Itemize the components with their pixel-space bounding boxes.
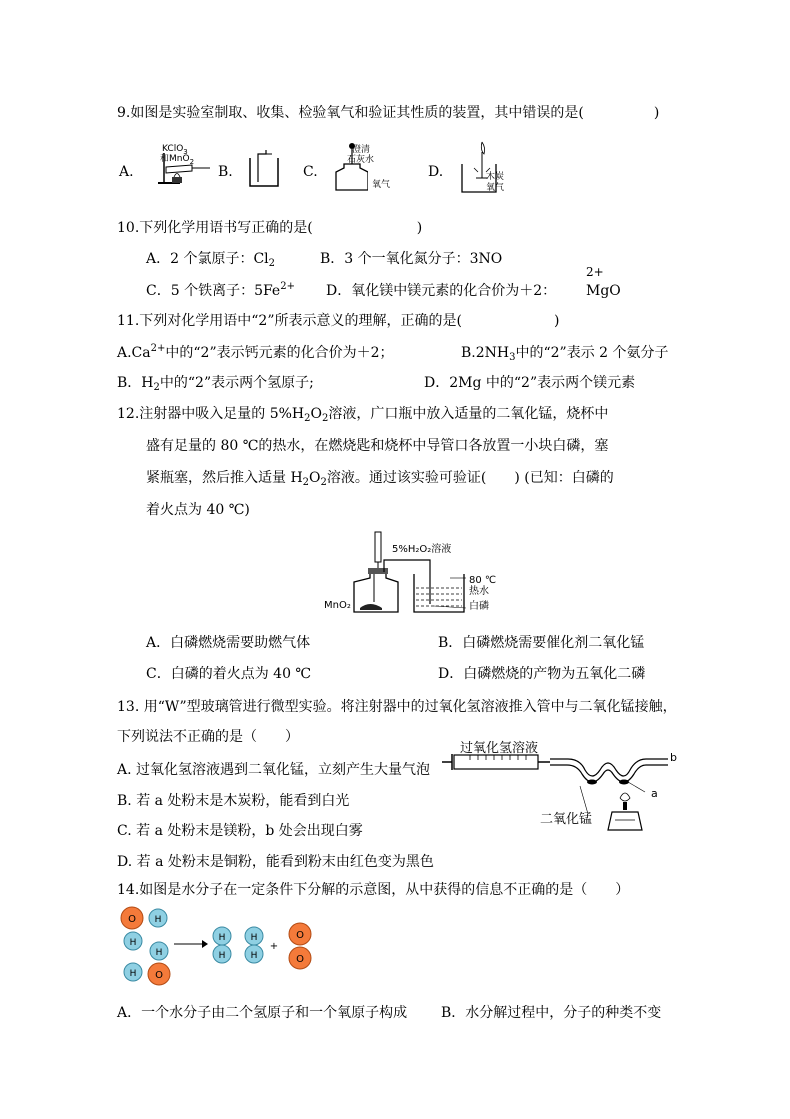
q10-stem: 10.下列化学用语书写正确的是( ) — [117, 220, 423, 236]
q12-fig-label-h2o2: 5%H₂O₂溶液 — [392, 544, 452, 555]
flame-icon — [620, 793, 630, 801]
q10-option-d-formula: MgO — [586, 283, 621, 299]
svg-text:H: H — [154, 915, 162, 925]
q10-option-a: A．2 个氯原子：$Cl_2$ — [146, 251, 276, 269]
q12-line4: 着火点为 40 ℃) — [146, 502, 250, 518]
q13-option-d: D. 若 a 处粉末是铜粉，能看到粉末由红色变为黑色 — [117, 854, 434, 870]
q12-option-c: C．白磷的着火点为 40 ℃ — [146, 666, 312, 682]
q9-option-b-label: B. — [218, 164, 233, 180]
q11-option-a: $A.Ca^{2+}$中的“2”表示钙元素的化合价为＋2； — [117, 343, 394, 361]
q9-fig-a-label2: 和MnO$_2$ — [160, 154, 195, 166]
stopper — [368, 568, 388, 574]
svg-text:O: O — [296, 930, 304, 941]
q9-fig-c-label3: 氧气 — [372, 180, 391, 190]
q9-fig-b — [244, 148, 284, 190]
svg-text:O: O — [155, 970, 163, 981]
q12-fig-label-hotwater: 热水 — [469, 586, 489, 597]
q10-option-d: D．氧化镁中镁元素的化合价为＋2： — [326, 283, 557, 299]
mno2-powder — [587, 780, 597, 785]
svg-text:H: H — [218, 933, 226, 943]
svg-text:H: H — [129, 969, 137, 979]
q10-option-d-charge: 2+ — [586, 265, 604, 279]
q14-fig — [116, 906, 336, 988]
q9-fig-c-label2: 石灰水 — [347, 155, 375, 165]
q14-option-a: A．一个水分子由二个氢原子和一个氧原子构成 — [117, 1005, 408, 1021]
q13-option-b: B. 若 a 处粉末是木炭粉，能看到白光 — [117, 793, 350, 809]
svg-text:H: H — [250, 951, 258, 961]
q9-option-a-label: A. — [119, 164, 134, 180]
powder-a — [619, 780, 629, 785]
q12-fig-label-mno2: MnO₂ — [324, 600, 351, 611]
q9-fig-a-label1: KClO$_3$ — [162, 144, 188, 156]
delivery-tube — [258, 150, 266, 182]
svg-text:O: O — [296, 954, 304, 965]
q12-fig-label-phosphorus: 白磷 — [469, 601, 489, 612]
q13-fig-label-h2o2: 过氧化氢溶液 — [460, 741, 539, 756]
hot-water — [416, 588, 462, 606]
gas-bottle — [250, 158, 278, 186]
q12-option-d: D．白磷燃烧的产物为五氧化二磷 — [438, 666, 646, 682]
q12-line2: 盛有足量的 80 ℃的热水，在燃烧匙和烧杯中导管口各放置一小块白磷，塞 — [146, 438, 609, 454]
q12-option-a: A．白磷燃烧需要助燃气体 — [146, 635, 311, 651]
svg-text:H: H — [155, 948, 163, 958]
q12-option-b: B．白磷燃烧需要催化剂二氧化锰 — [438, 635, 645, 651]
svg-text:O: O — [128, 914, 136, 925]
test-tube — [166, 165, 192, 173]
q14-stem: 14.如图是水分子在一定条件下分解的示意图，从中获得的信息不正确的是（ ） — [117, 882, 630, 898]
q9-option-d-label: D. — [428, 164, 444, 180]
q9-fig-d-label2: 氧气 — [486, 183, 505, 193]
q11-option-b: $B.2NH_3$中的“2”表示 2 个氨分子 — [461, 345, 669, 363]
q10-option-c: C．5 个铁离子：$5Fe^{2+}$ — [146, 281, 295, 299]
q13-line1: 13. 用“W”型玻璃管进行微型实验。将注射器中的过氧化氢溶液推入管中与二氧化锰接触， — [117, 699, 677, 715]
q9-option-c-label: C. — [303, 164, 318, 180]
q13-option-c: C. 若 a 处粉末是镁粉，b 处会出现白雾 — [117, 823, 363, 839]
q9-stem: 9.如图是实验室制取、收集、检验氧气和验证其性质的装置，其中错误的是( ) — [117, 105, 660, 121]
q9-fig-c-label1: 澄清 — [352, 145, 371, 155]
q11-stem: 11.下列对化学用语中“2”所表示意义的理解，正确的是( ) — [117, 313, 560, 329]
svg-text:H: H — [218, 951, 226, 961]
q13-option-a: A. 过氧化氢溶液遇到二氧化锰，立刻产生大量气泡 — [117, 762, 431, 778]
svg-text:H: H — [129, 938, 137, 948]
svg-text:H: H — [250, 933, 258, 943]
q13-fig — [440, 740, 680, 850]
syringe — [375, 532, 381, 562]
q11-option-d: D．2Mg 中的“2”表示两个镁元素 — [424, 375, 636, 391]
gas-bottle — [336, 164, 368, 190]
q9-fig-d-label1: 木炭 — [486, 172, 505, 182]
q13-fig-label-mno2: 二氧化锰 — [540, 812, 593, 827]
q13-fig-label-b: b — [670, 751, 677, 764]
w-tube — [550, 759, 668, 776]
q14-option-b: B．水分解过程中，分子的种类不变 — [441, 1005, 662, 1021]
q10-option-b: B．3 个一氧化氮分子：3NO — [320, 251, 503, 267]
q12-line1: 12.注射器中吸入足量的 $5\%H_2O_2$溶液，广口瓶中放入适量的二氧化锰，烧杯中 — [117, 406, 609, 424]
q12-line3: 紧瓶塞，然后推入适量 $H_2O_2$溶液。通过该实验可验证( ) (已知：白磷的 — [146, 470, 614, 488]
alcohol-lamp — [172, 177, 182, 183]
q12-fig-label-80: 80 ℃ — [469, 575, 497, 586]
q13-line2: 下列说法不正确的是（ ） — [117, 729, 299, 745]
syringe — [454, 755, 538, 769]
alcohol-lamp — [608, 812, 642, 830]
q11-option-c: B．$H_2$中的“2”表示两个氢原子; — [117, 375, 314, 393]
plus-sign: + — [269, 941, 279, 952]
q13-fig-label-a: a — [651, 787, 658, 800]
